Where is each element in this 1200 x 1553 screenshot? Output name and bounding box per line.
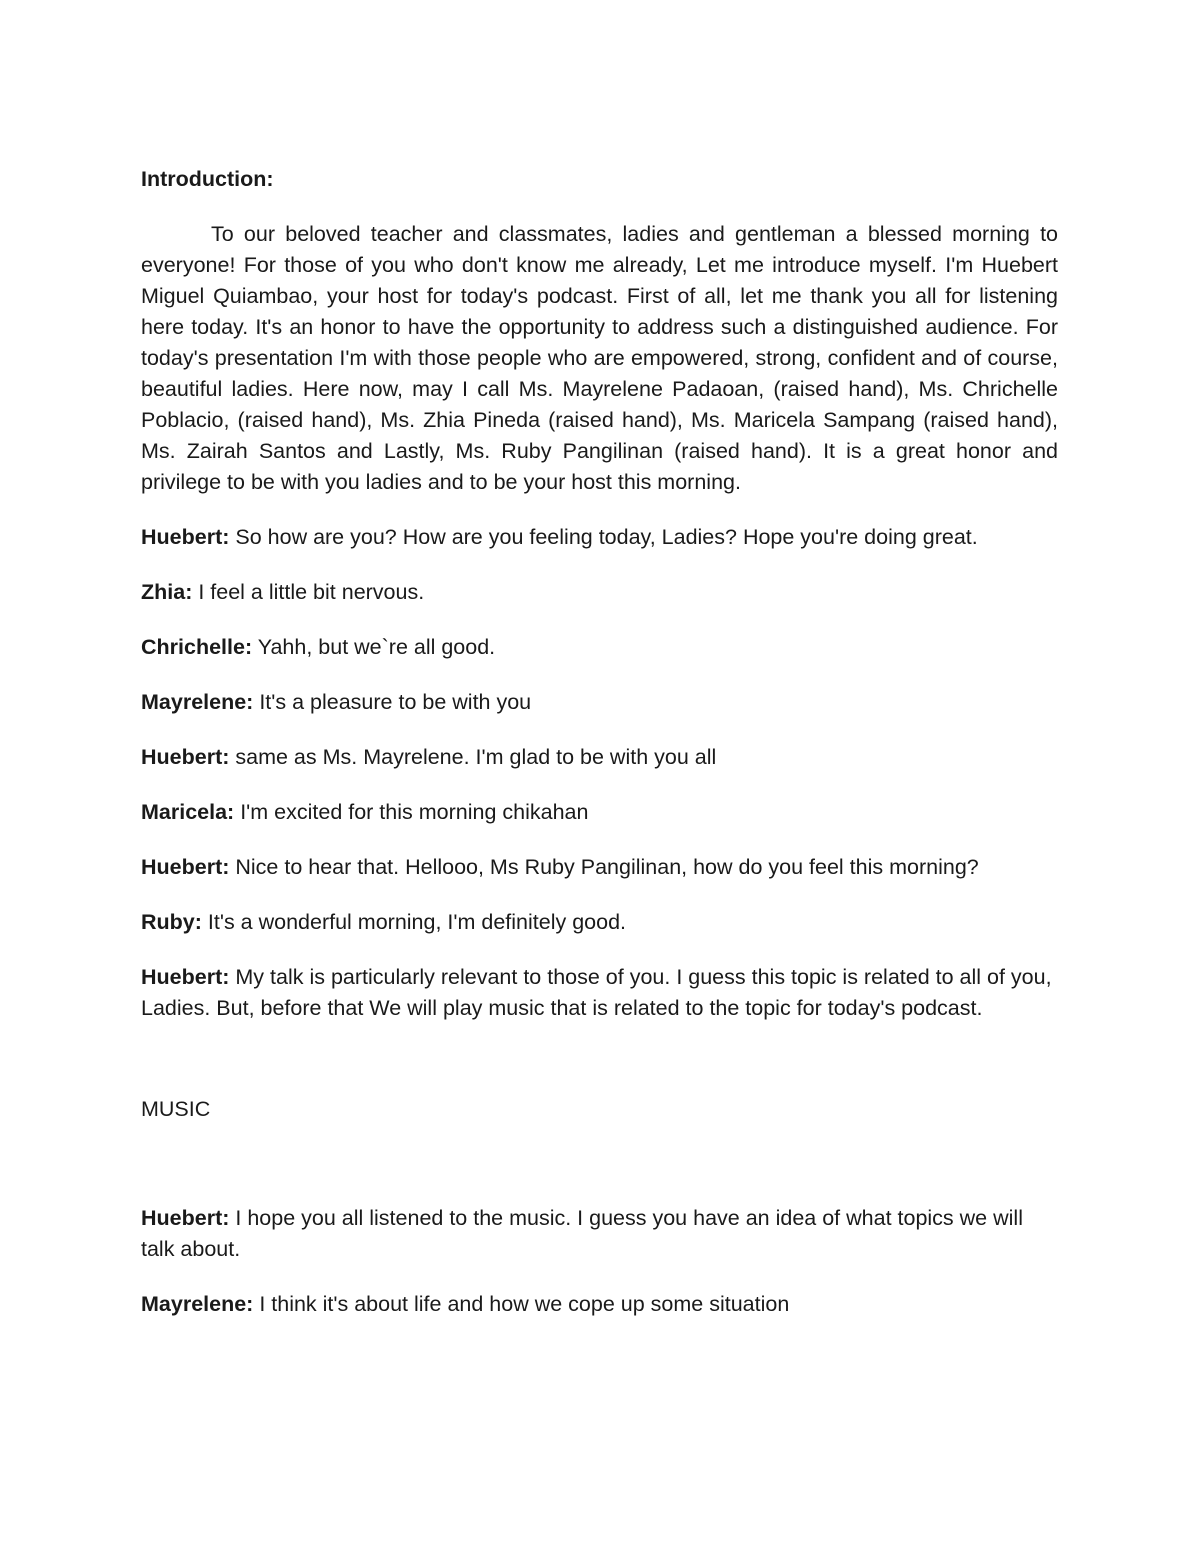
- dialogue-line: [141, 687, 1058, 718]
- speaker-name: Zhia:: [141, 580, 193, 604]
- dialogue-line: [141, 742, 1058, 773]
- speaker-name: Mayrelene:: [141, 690, 254, 714]
- music-cue: MUSIC: [141, 1097, 211, 1121]
- speaker-name: Huebert:: [141, 965, 230, 989]
- dialogue-line: [141, 577, 1058, 608]
- dialogue-text: I'm excited for this morning chikahan: [234, 800, 589, 824]
- document-body: [141, 164, 1058, 1344]
- dialogue-line: [141, 522, 1058, 553]
- speaker-name: Huebert:: [141, 525, 230, 549]
- dialogue-text: I think it's about life and how we cope up some situation: [253, 1292, 790, 1316]
- dialogue-text: My talk is particularly relevant to those of you. I guess this topic is related to all of you, Ladies. But, before that We will play music that is related to the topic for today's podcast.: [141, 965, 1052, 1020]
- speaker-name: Chrichelle:: [141, 635, 253, 659]
- dialogue-text: Nice to hear that. Hellooo, Ms Ruby Pangilinan, how do you feel this morning?: [229, 855, 979, 879]
- speaker-name: Mayrelene:: [141, 1292, 254, 1316]
- dialogue-line: [141, 632, 1058, 663]
- dialogue-text: same as Ms. Mayrelene. I'm glad to be with you all: [229, 745, 717, 769]
- dialogue-text: So how are you? How are you feeling today, Ladies? Hope you're doing great.: [229, 525, 978, 549]
- dialogue-line: [141, 852, 1058, 883]
- speaker-name: Huebert:: [141, 855, 230, 879]
- speaker-name: Huebert:: [141, 1206, 230, 1230]
- dialogue-text: I feel a little bit nervous.: [192, 580, 425, 604]
- section-heading: Introduction:: [141, 167, 274, 191]
- dialogue-line: [141, 1203, 1058, 1265]
- speaker-name: Maricela:: [141, 800, 235, 824]
- dialogue-text: It's a wonderful morning, I'm definitely good.: [201, 910, 627, 934]
- dialogue-line: [141, 797, 1058, 828]
- dialogue-text: It's a pleasure to be with you: [253, 690, 532, 714]
- dialogue-line: [141, 962, 1058, 1024]
- dialogue-line: [141, 1289, 1058, 1320]
- speaker-name: Huebert:: [141, 745, 230, 769]
- dialogue-text: I hope you all listened to the music. I guess you have an idea of what topics we will talk about.: [141, 1206, 1023, 1261]
- dialogue-text: Yahh, but we`re all good.: [252, 635, 496, 659]
- intro-paragraph: To our beloved teacher and classmates, ladies and gentleman a blessed morning to everyone! For those of you who don't know me already, Let me introduce myself. I'm Huebert Miguel Quiambao, your host for today's podcast. First of all, let me thank you all for listening here today. It's an honor to have the opportunity to address such a distinguished audience. For today's presentation I'm with those people who are empowered, strong, confident and of course, beautiful ladies. Here now, may I call Ms. Mayrelene Padaoan, (raised hand), Ms. Chrichelle Poblacio, (raised hand), Ms. Zhia Pineda (raised hand), Ms. Maricela Sampang (raised hand), Ms. Zairah Santos and Lastly, Ms. Ruby Pangilinan (raised hand). It is a great honor and privilege to be with you ladies and to be your host this morning.: [141, 222, 1058, 494]
- dialogue-line: [141, 907, 1058, 938]
- speaker-name: Ruby:: [141, 910, 202, 934]
